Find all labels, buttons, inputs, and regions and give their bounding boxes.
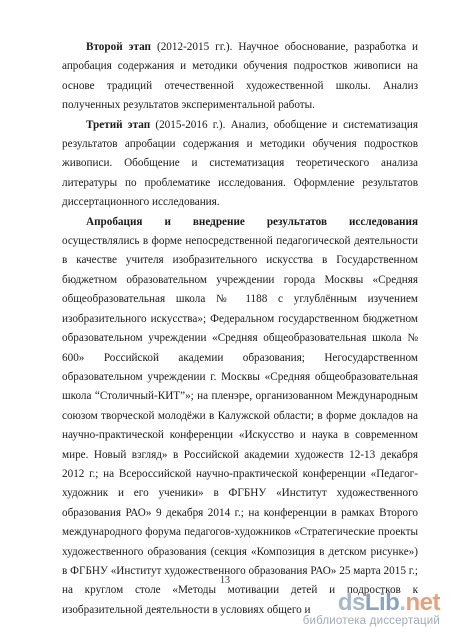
paragraph-stage-two	[62, 38, 418, 116]
paragraph-body: осуществлялись в форме непосредственной педагогической деятельности в качестве учителя изобразительного искусства в Государственном бюджетном образовательном учреждении города Москвы «Средняя общеобразовательная школа № 1188 с углублённым изучением изобразительного искусства»; Федеральном государственном бюджетном образовательном учреждении «Средняя общеобразовательная школа № 600» Российской академии образования; Негосударственном образовательном учреждении г. Москвы «Средняя общеобразовательная школа “Столичный-КИТ”»; на пленэре, организованном Международным союзом творческой молодёжи в Калужской области; в форме докладов на научно-практической конференции «Искусство и наука в современном мире. Новый взгляд» в Российской академии художеств 12-13 декабря 2012 г.; на Всероссийской научно-практической конференции «Педагог-художник и его ученики» в ФГБНУ «Институт художественного образования РАО» 9 декабря 2014 г.; на конференции в рамках Второго международного форума педагогов-художников «Стратегические проекты художественного образования (секция «Композиция в детском рисунке») в ФГБНУ «Институт художественного образования РАО» 25 марта 2015 г.; на круглом столе «Методы мотивации детей и подростков к изобразительной деятельности в условиях общего и	[62, 235, 418, 616]
paragraph-lead: Третий этап	[86, 118, 151, 131]
page-number: 13	[220, 575, 230, 586]
paragraph-lead: Апробация и внедрение результатов исследования	[86, 215, 418, 228]
paragraph-body: (2012-2015 гг.). Научное обоснование, разработка и апробация содержания и методики обучения подростков живописи на основе традиций отечественной художественной школы. Анализ полученных результатов экспериментальной работы.	[62, 41, 418, 112]
paragraph-body: (2015-2016 г.). Анализ, обобщение и систематизация результатов апробации содержания и методики обучения подростков живописи. Обобщение и систематизация теоретического анализа литературы по проблематике исследования. Оформление результатов диссертационного исследования.	[62, 118, 418, 209]
paragraph-stage-three	[62, 116, 418, 213]
document-page	[62, 38, 418, 620]
watermark-subtitle: библиотека диссертаций	[302, 615, 440, 627]
dslib-logo	[303, 589, 440, 616]
logo-part-dot: .	[399, 589, 406, 616]
logo-part-ds: ds	[337, 589, 365, 616]
logo-part-net: net	[405, 589, 440, 616]
dslib-watermark	[302, 589, 440, 628]
logo-part-lib: Lib	[364, 589, 400, 616]
paragraph-approbation	[62, 213, 418, 621]
paragraph-lead: Второй этап	[86, 41, 151, 53]
